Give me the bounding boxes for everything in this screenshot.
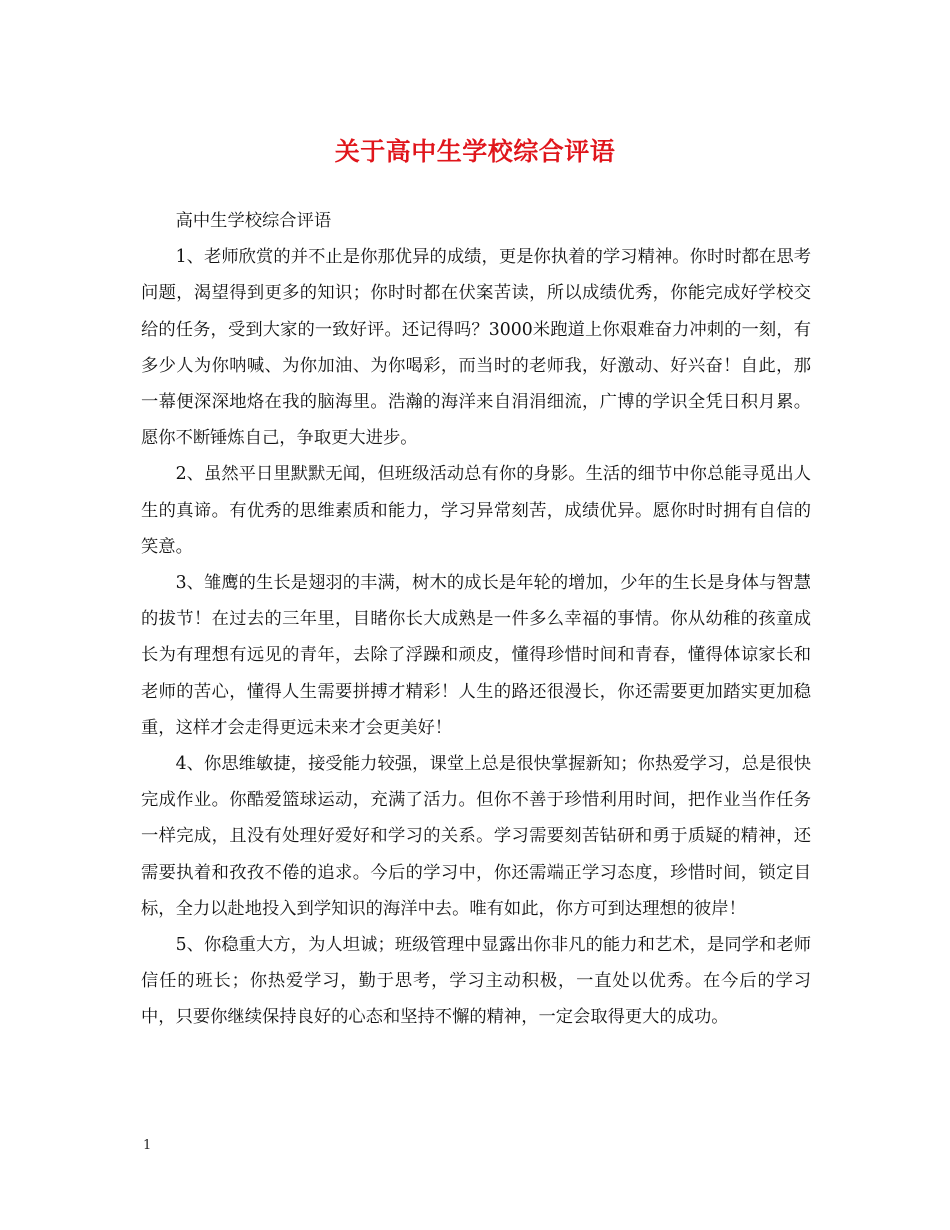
- subtitle-paragraph: 高中生学校综合评语: [175, 211, 332, 231]
- comment-paragraph-4: 4、你思维敏捷，接受能力较强，课堂上总是很快掌握新知；你热爱学习，总是很快完成作业。你酷爱篮球运动，充满了活力。但你不善于珍惜利用时间，把作业当作任务一样完成，且没有处理好爱好和学习的关系。学习需要刻苦钻研和勇于质疑的精神，还需要执着和孜孜不倦的追求。今后的学习中，你还需端正学习态度，珍惜时间，锁定目标，全力以赴地投入到学知识的海洋中去。唯有如此，你方可到达理想的彼岸！: [141, 754, 811, 919]
- comment-paragraph-1: 1、老师欣赏的并不止是你那优异的成绩，更是你执着的学习精神。你时时都在思考问题，渴望得到更多的知识；你时时都在伏案苦读，所以成绩优秀，你能完成好学校交给的任务，受到大家的一致好评。还记得吗？3000米跑道上你艰难奋力冲刺的一刻，有多少人为你呐喊、为你加油、为你喝彩，而当时的老师我，好激动、好兴奋！自此，那一幕便深深地烙在我的脑海里。浩瀚的海洋来自涓涓细流，广博的学识全凭日积月累。愿你不断锤炼自己，争取更大进步。: [141, 247, 811, 449]
- comment-paragraph-5: 5、你稳重大方，为人坦诚；班级管理中显露出你非凡的能力和艺术，是同学和老师信任的班长；你热爱学习，勤于思考，学习主动积极，一直处以优秀。在今后的学习中，只要你继续保持良好的心态和坚持不懈的精神，一定会取得更大的成功。: [141, 935, 811, 1028]
- comment-paragraph-2: 2、虽然平日里默默无闻，但班级活动总有你的身影。生活的细节中你总能寻觅出人生的真谛。有优秀的思维素质和能力，学习异常刻苦，成绩优异。愿你时时拥有自信的笑意。: [141, 464, 811, 557]
- document-body: [141, 203, 811, 1036]
- document-title: 关于高中生学校综合评语: [334, 137, 616, 166]
- comment-paragraph-3: 3、雏鹰的生长是翅羽的丰满，树木的成长是年轮的增加，少年的生长是身体与智慧的拔节！在过去的三年里，目睹你长大成熟是一件多么幸福的事情。你从幼稚的孩童成长为有理想有远见的青年，去除了浮躁和顽皮，懂得珍惜时间和青春，懂得体谅家长和老师的苦心，懂得人生需要拼搏才精彩！人生的路还很漫长，你还需要更加踏实更加稳重，这样才会走得更远未来才会更美好！: [141, 573, 811, 738]
- page-number: 1: [143, 1138, 152, 1153]
